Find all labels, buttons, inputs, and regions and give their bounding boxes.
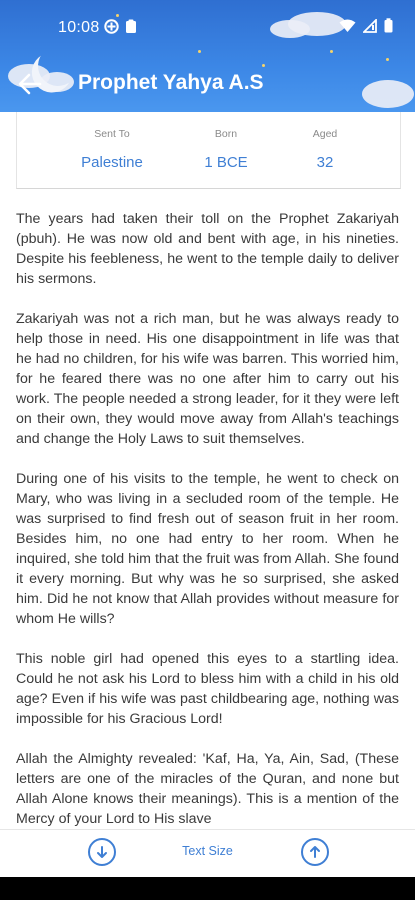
info-label: Aged	[312, 128, 338, 140]
story-paragraph: Zakariyah was not a rich man, but he was always ready to help those in need. His one disappointment in life was that he had no children, for his wife was barren. This worried him, for he feared there was no one after him to carry out his work. The people needed a strong leader, for it they were left on their own, they would move away from Allah's teachings and change the Holy Laws to suit themselves.	[16, 311, 399, 447]
story-paragraph: The years had taken their toll on the Prophet Zakariyah (pbuh). He was now old and bent with age, in his nineties. Despite his feebleness, he went to the temple daily to deliver his sermons.	[16, 211, 399, 287]
info-label: Born	[214, 128, 238, 140]
story-content[interactable]	[16, 209, 399, 829]
scroll-up-icon	[308, 845, 322, 859]
info-sent-to	[48, 112, 176, 171]
star-decoration	[386, 58, 389, 61]
story-paragraph: During one of his visits to the temple, he went to check on Mary, who was living in a secluded room of the temple. He was surprised to find fresh out of season fruit in her room. Besides him, no one had entry to her room. When he inquired, she told him that the fruit was from Allah. She found it every morning. But why was he so surprised, she asked him. Did he not know that Allah provides without measure for whom He wills?	[16, 471, 399, 627]
story-paragraph: Allah the Almighty revealed: 'Kaf, Ha, Ya, Ain, Sad, (These letters are one of the miracles of the Quran, and none but Allah Alone knows their meanings). This is a mention of the Mercy of your Lord to His slave	[16, 751, 399, 827]
info-value: 32	[316, 154, 334, 171]
settings-circle-icon	[104, 19, 119, 34]
info-label: Sent To	[94, 128, 130, 140]
signal-icon	[363, 19, 377, 33]
text-size-button[interactable]: Text Size	[182, 844, 233, 858]
status-time: 10:08	[58, 19, 100, 36]
app-title-row	[0, 64, 415, 104]
status-bar	[0, 0, 415, 56]
wifi-icon	[339, 19, 356, 33]
system-navigation-bar	[0, 877, 415, 900]
app-header	[0, 0, 415, 112]
battery-icon	[384, 18, 393, 33]
back-arrow-icon[interactable]	[16, 70, 44, 98]
page-title: Prophet Yahya A.S	[78, 71, 264, 94]
info-aged	[261, 112, 389, 171]
scroll-up-button[interactable]	[301, 838, 329, 866]
info-value: 1 BCE	[204, 154, 248, 171]
bottom-toolbar	[0, 829, 415, 878]
clipboard-icon	[125, 19, 137, 34]
info-value: Palestine	[81, 154, 143, 171]
info-card	[16, 112, 401, 189]
story-paragraph: This noble girl had opened this eyes to a startling idea. Could he not ask his Lord to bless him with a child in his old age? Even if his wife was past childbearing age, nothing was impossible for his Gracious Lord!	[16, 651, 399, 727]
